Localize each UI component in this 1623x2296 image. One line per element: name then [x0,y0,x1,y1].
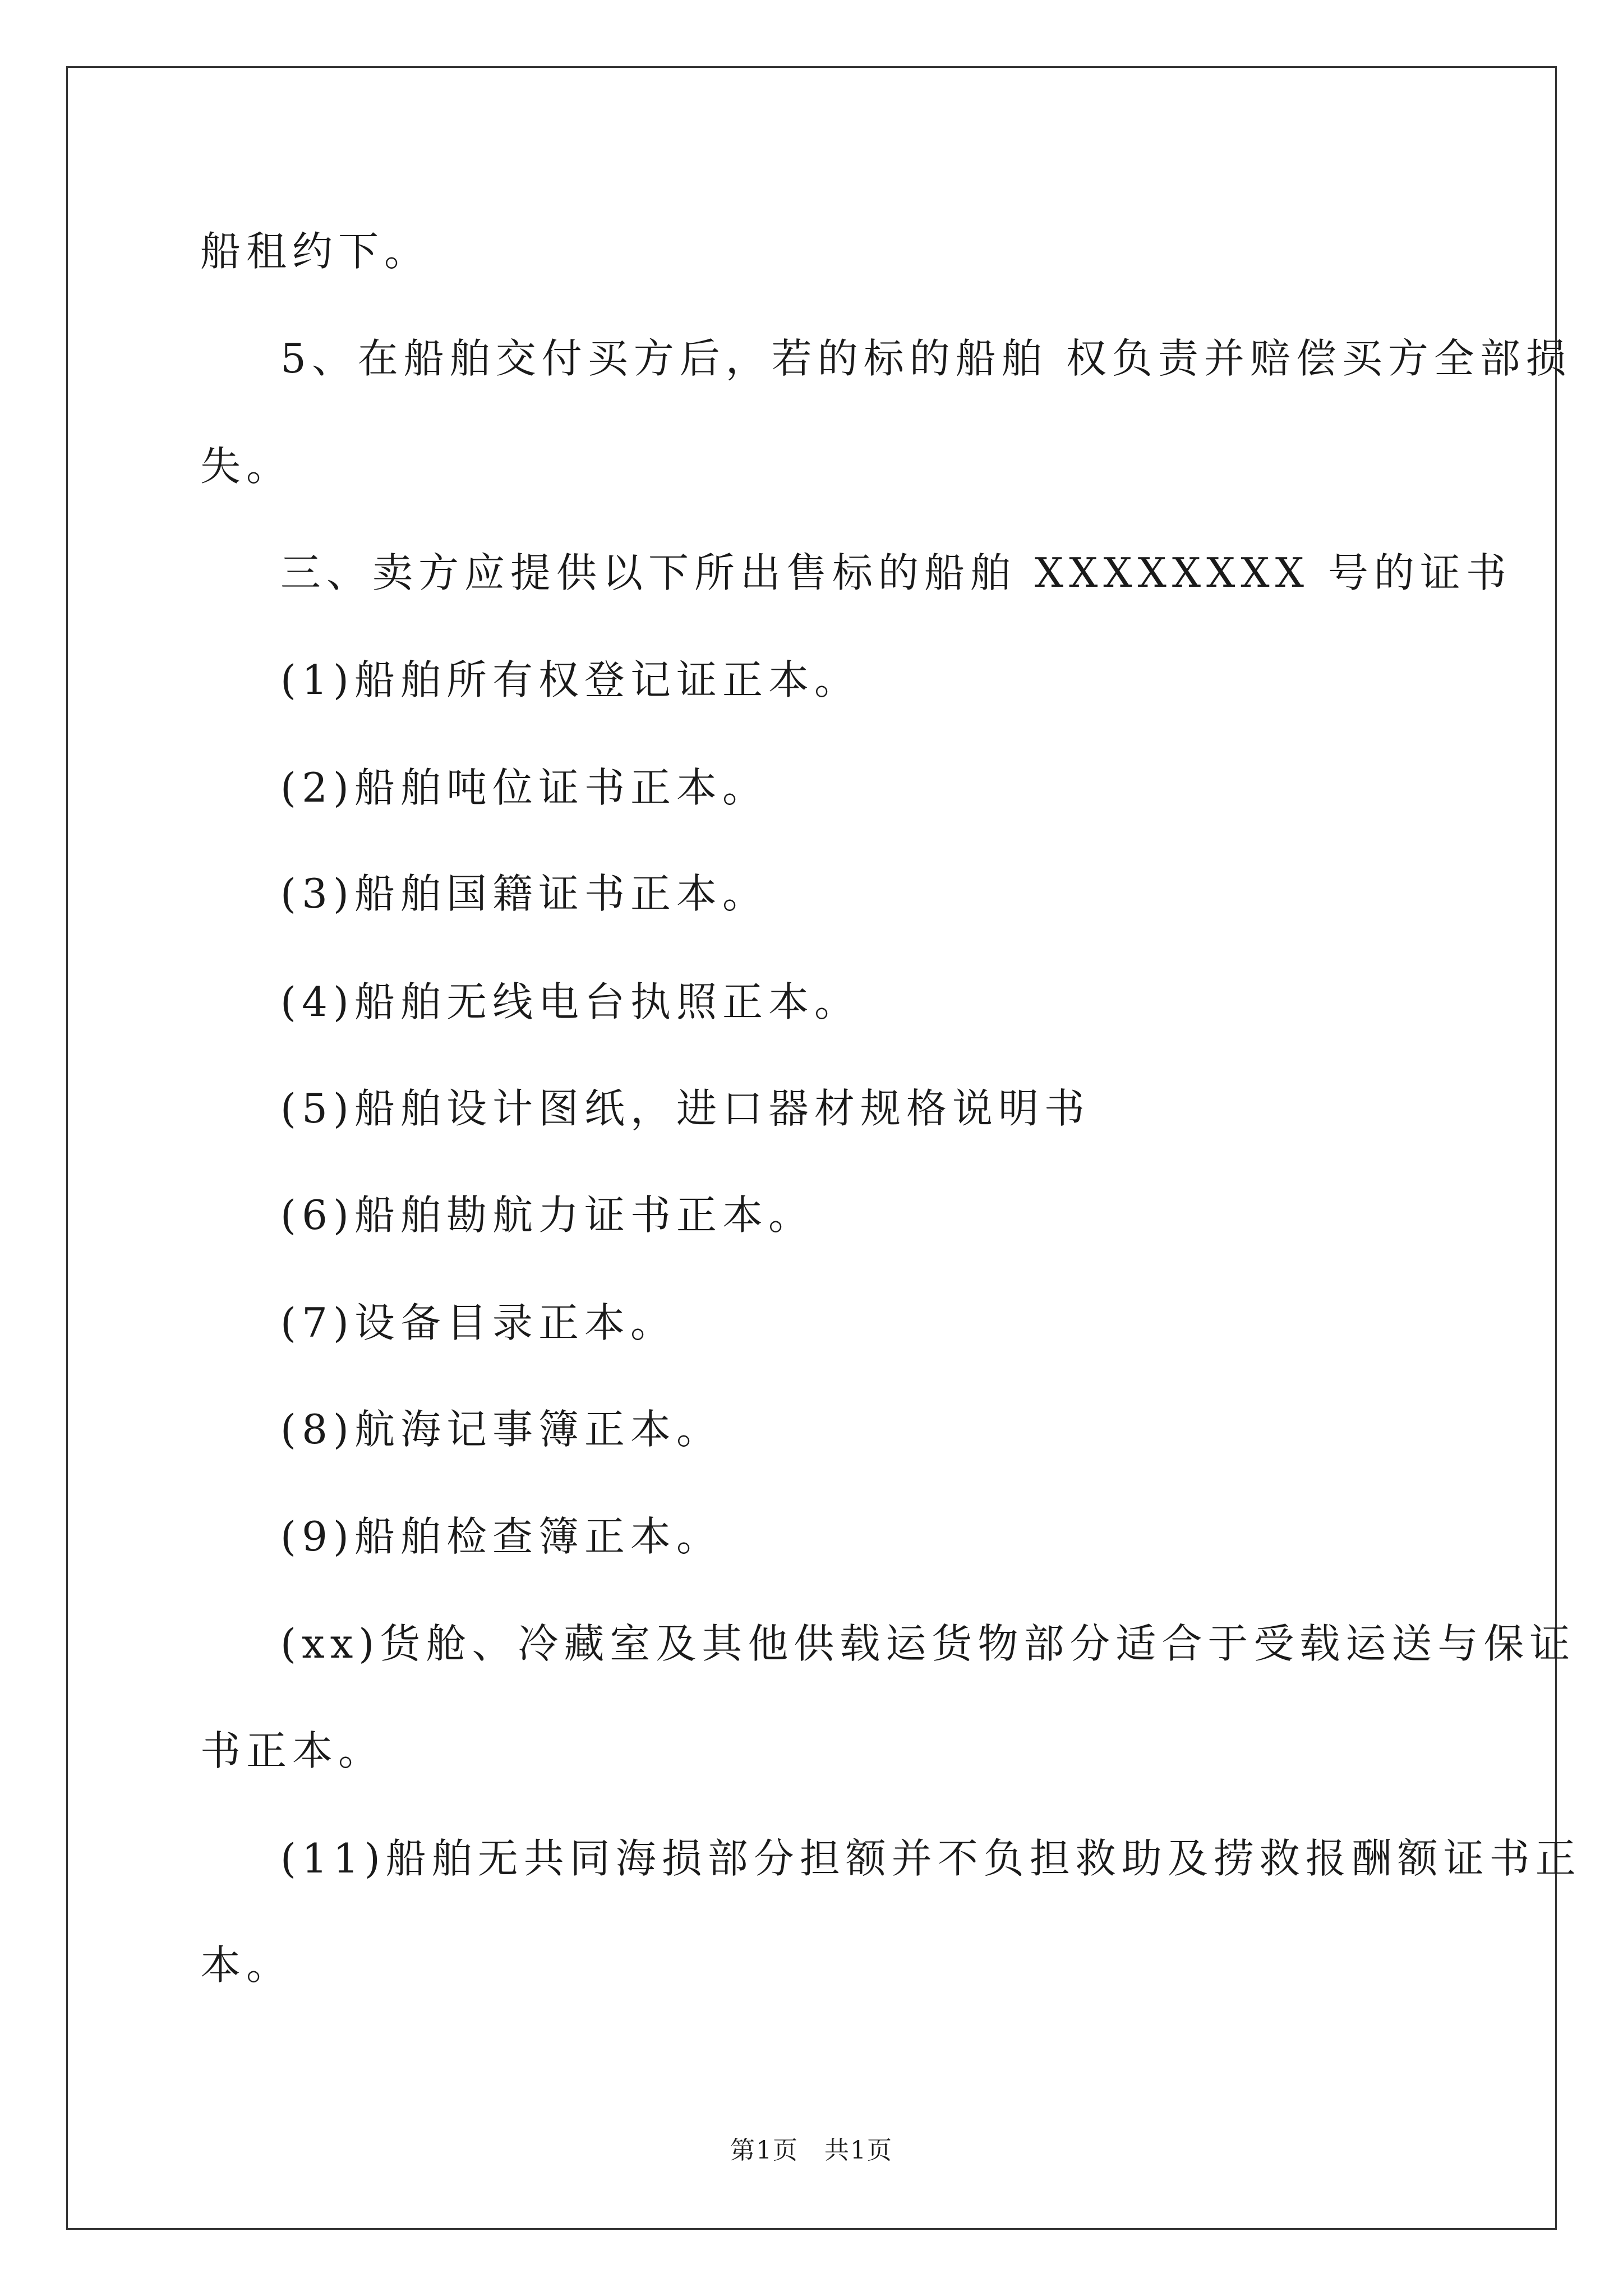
text-line-2: 5、在船舶交付买方后，若的标的船舶 权负责并赔偿买方全部损 [280,335,1572,382]
page-footer: 第1页 共1页 [730,2136,893,2165]
text-line-16: (11)船舶无共同海损部分担额并不负担救助及捞救报酬额证书正 [280,1835,1581,1882]
text-line-14: (xx)货舱、冷藏室及其他供载运货物部分适合于受载运送与保证 [280,1620,1576,1667]
text-line-12: (8)航海记事簿正本。 [280,1406,722,1453]
text-line-3: 失。 [200,443,293,490]
text-line-10: (6)船舶勘航力证书正本。 [280,1191,814,1239]
text-line-1: 船租约下。 [200,228,431,275]
text-line-17: 本。 [200,1941,293,1989]
text-line-4: 三、卖方应提供以下所出售标的船舶 XXXXXXXX 号的证书 [280,549,1512,596]
text-line-15: 书正本。 [200,1727,385,1774]
text-line-11: (7)设备目录正本。 [280,1299,676,1346]
text-line-8: (4)船舶无线电台执照正本。 [280,978,860,1025]
text-line-7: (3)船舶国籍证书正本。 [280,870,768,917]
text-line-9: (5)船舶设计图纸，进口器材规格说明书 [280,1085,1090,1132]
text-line-13: (9)船舶检查簿正本。 [280,1513,722,1560]
text-line-5: (1)船舶所有权登记证正本。 [280,656,860,703]
page-border [66,66,1557,2230]
text-line-6: (2)船舶吨位证书正本。 [280,764,768,811]
